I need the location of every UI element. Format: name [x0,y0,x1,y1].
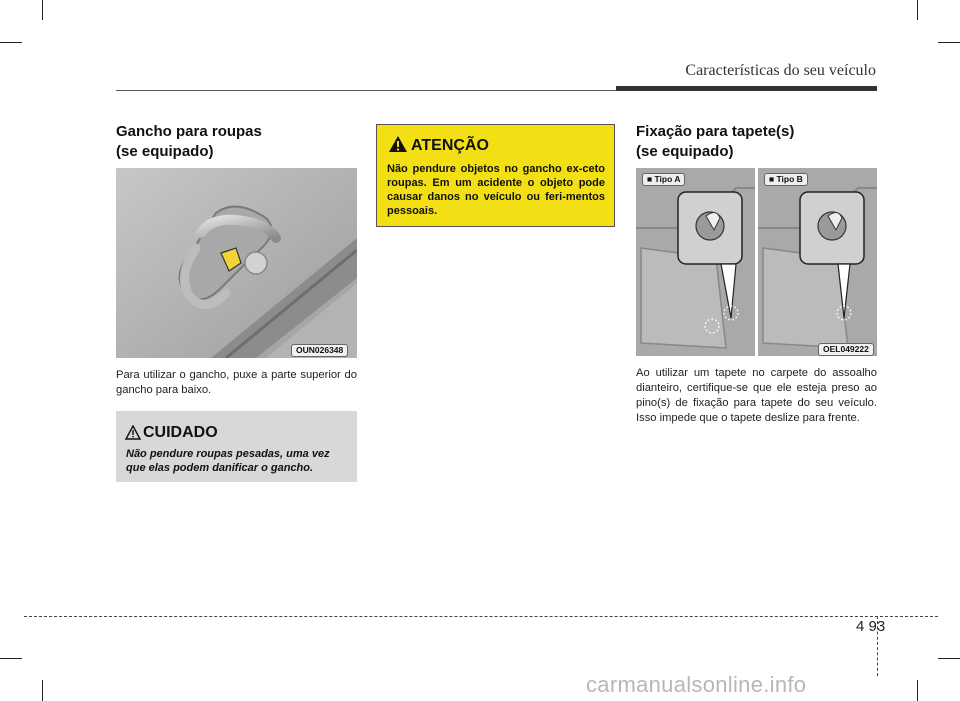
crop-mark [917,0,918,20]
warning-triangle-icon [388,135,408,153]
crop-mark [42,680,43,701]
header-rule [116,90,616,91]
watermark: carmanualsonline.info [586,672,807,697]
section-title: Características do seu veículo [685,62,876,79]
figure-code: OEL049222 [818,343,874,356]
floor-mat-heading: Fixação para tapete(s) (se equipado) [636,123,795,160]
caution-box [116,411,357,482]
warning-text: Não pendure objetos no gancho ex-ceto roupas. Em um acidente o objeto pode causar danos no veículo ou feri-mentos pessoais. [387,163,605,217]
page-number: 4 93 [856,618,886,635]
warning-title: ATENÇÃO [411,137,489,154]
type-a-label: ■ Tipo A [642,173,685,186]
caution-text: Não pendure roupas pesadas, uma vez que elas podem danificar o gancho. [126,448,330,474]
warning-triangle-icon [125,425,141,440]
crop-mark [0,42,22,43]
footer-dashed-rule [24,616,938,617]
crop-mark [42,0,43,20]
clothes-hook-heading: Gancho para roupas (se equipado) [116,123,262,160]
floor-mat-illustration [636,168,877,356]
caution-title: CUIDADO [143,424,218,441]
crop-mark [938,42,960,43]
clothes-hook-illustration [116,168,357,358]
clothes-hook-instructions: Para utilizar o gancho, puxe a parte superior do gancho para baixo. [116,369,357,396]
crop-mark [938,658,960,659]
floor-mat-figure [636,168,877,356]
crop-mark [0,658,22,659]
header-rule-bold [616,86,877,91]
warning-box [376,124,615,227]
clothes-hook-figure [116,168,357,358]
crop-mark [917,680,918,701]
floor-mat-instructions: Ao utilizar um tapete no carpete do assoalho dianteiro, certifique-se que ele esteja preso ao pino(s) de fixação para tapete do seu veículo. Isso impede que o tapete deslize para frente. [636,367,877,424]
figure-code: OUN026348 [291,344,348,357]
type-b-label: ■ Tipo B [764,173,808,186]
